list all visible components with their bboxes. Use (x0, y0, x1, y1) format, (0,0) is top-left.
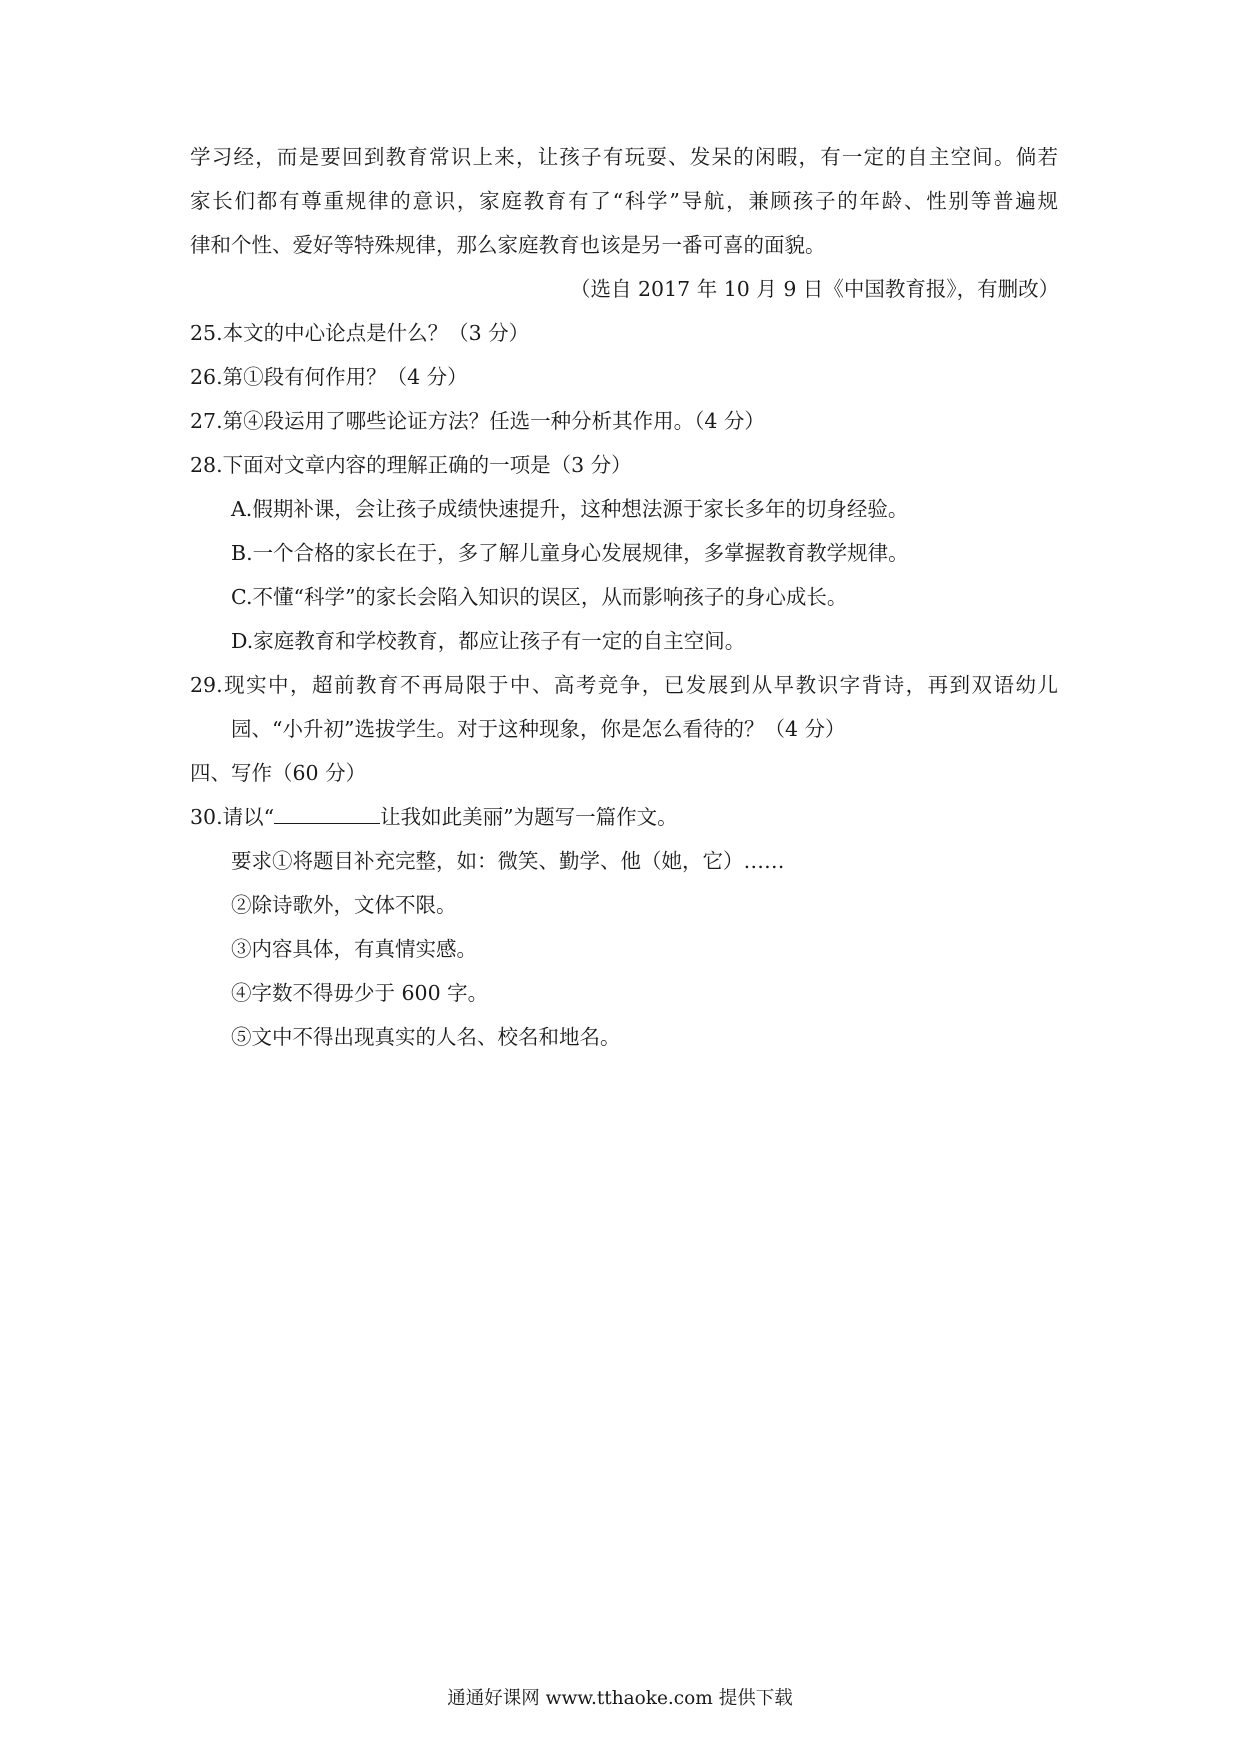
writing-requirement: ②除诗歌外，文体不限。 (231, 893, 457, 917)
question-29-line: 园、“小升初”选拔学生。对于这种现象，你是怎么看待的？（4 分） (231, 717, 846, 741)
question-25: 25.本文的中心论点是什么？（3 分） (190, 321, 530, 345)
passage-line: 家长们都有尊重规律的意识，家庭教育有了“科学”导航，兼顾孩子的年龄、性别等普遍规 (190, 189, 1058, 213)
page-footer: 通通好课网 www.tthaoke.com 提供下载 (447, 1688, 793, 1709)
title-blank-underline (274, 803, 380, 824)
question-29-line: 29.现实中，超前教育不再局限于中、高考竞争，已发展到从早教识字背诗，再到双语幼儿 (190, 673, 1058, 697)
writing-prompt (190, 802, 678, 832)
question-27: 27.第④段运用了哪些论证方法？任选一种分析其作用。（4 分） (190, 409, 765, 433)
passage-line: 律和个性、爱好等特殊规律，那么家庭教育也该是另一番可喜的面貌。 (190, 233, 826, 257)
writing-requirement: ⑤文中不得出现真实的人名、校名和地名。 (231, 1025, 621, 1049)
writing-requirement: 要求①将题目补充完整，如：微笑、勤学、他（她，它）…… (231, 849, 785, 873)
passage-line: 学习经，而是要回到教育常识上来，让孩子有玩耍、发呆的闲暇，有一定的自主空间。倘若 (190, 145, 1058, 169)
writing-prompt-suffix: 让我如此美丽”为题写一篇作文。 (380, 805, 678, 829)
question-28-option-d: D.家庭教育和学校教育，都应让孩子有一定的自主空间。 (231, 629, 746, 653)
passage-source: （选自 2017 年 10 月 9 日《中国教育报》，有删改） (570, 277, 1060, 301)
question-28-option-a: A.假期补课，会让孩子成绩快速提升，这种想法源于家长多年的切身经验。 (231, 497, 909, 521)
question-28-option-c: C.不懂“科学”的家长会陷入知识的误区，从而影响孩子的身心成长。 (231, 585, 848, 609)
question-28-stem: 28.下面对文章内容的理解正确的一项是（3 分） (190, 453, 632, 477)
question-26: 26.第①段有何作用？（4 分） (190, 365, 468, 389)
writing-requirement: ③内容具体，有真情实感。 (231, 937, 477, 961)
writing-section-title: 四、写作（60 分） (190, 761, 367, 785)
writing-requirement: ④字数不得毋少于 600 字。 (231, 981, 489, 1005)
question-28-option-b: B.一个合格的家长在于，多了解儿童身心发展规律，多掌握教育教学规律。 (231, 541, 909, 565)
writing-prompt-prefix: 30.请以“ (190, 805, 275, 829)
